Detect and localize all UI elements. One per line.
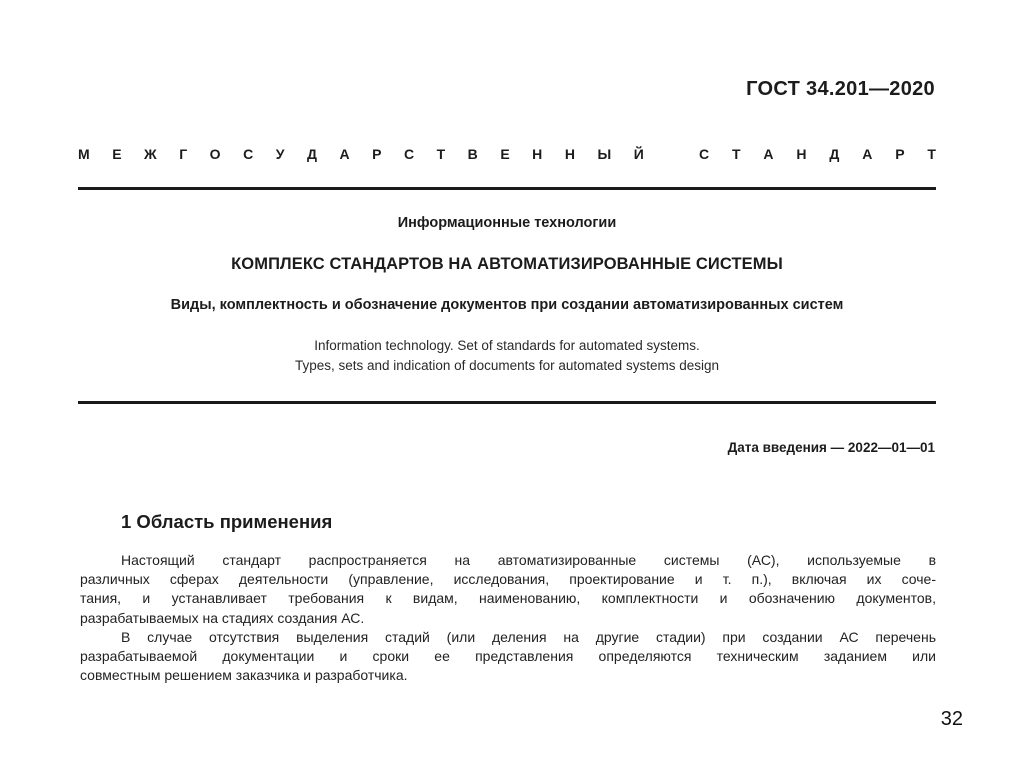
- section-body: [80, 551, 936, 685]
- heading-letter: Н: [564, 146, 575, 162]
- heading-letter: Й: [633, 146, 644, 162]
- body-line: различных сферах деятельности (управление, исследования, проектирование и т. п.), включая их соче-: [80, 571, 936, 588]
- heading-letter: У: [275, 146, 285, 162]
- heading-letter: В: [467, 146, 478, 162]
- heading-letter: Т: [436, 146, 446, 162]
- heading-letter: С: [403, 146, 415, 162]
- heading-letter: Е: [112, 146, 122, 162]
- body-line: В случае отсутствия выделения стадий (или деления на другие стадии) при создании АС перечень: [121, 628, 936, 645]
- heading-letter: Г: [179, 146, 188, 162]
- heading-letter: Р: [372, 146, 382, 162]
- heading-letter: А: [339, 146, 350, 162]
- heading-letter: Е: [500, 146, 510, 162]
- heading-letter: Ы: [597, 146, 612, 162]
- heading-letter: Т: [731, 146, 741, 162]
- body-line: совместным решением заказчика и разработчика.: [80, 667, 408, 684]
- standard-word: [699, 146, 936, 162]
- document-number: ГОСТ 34.201—2020: [746, 78, 935, 100]
- heading-letter: М: [78, 146, 90, 162]
- interstate-word: [78, 146, 644, 162]
- subtitle-document-types: Виды, комплектность и обозначение документов при создании автоматизированных систем: [170, 297, 844, 313]
- heading-letter: А: [763, 146, 774, 162]
- subtitle-information-technology: Информационные технологии: [397, 215, 617, 231]
- section-title: 1 Область применения: [121, 511, 333, 532]
- page-number: 32: [940, 708, 963, 730]
- english-title-line-2: Types, sets and indication of documents for automated systems design: [295, 358, 719, 373]
- english-title-line-1: Information technology. Set of standards for automated systems.: [314, 338, 700, 353]
- top-rule: [78, 187, 936, 190]
- heading-letter: Д: [306, 146, 317, 162]
- bottom-rule: [78, 401, 936, 404]
- heading-letter: Р: [895, 146, 905, 162]
- heading-letter: Н: [796, 146, 807, 162]
- heading-letter: Т: [927, 146, 936, 162]
- main-title: КОМПЛЕКС СТАНДАРТОВ НА АВТОМАТИЗИРОВАННЫЕ СИСТЕМЫ: [231, 255, 783, 273]
- body-line: разрабатываемой документации и сроки ее представления определяются техническим заданием или: [80, 648, 936, 665]
- introduction-date: Дата введения — 2022—01—01: [727, 440, 935, 455]
- heading-letter: Н: [532, 146, 543, 162]
- body-line: Настоящий стандарт распространяется на автоматизированные системы (АС), используемые в: [121, 552, 936, 568]
- body-line: тания, и устанавливает требования к видам, наименованию, комплектности и обозначению документов,: [80, 590, 936, 607]
- heading-letter: О: [209, 146, 221, 162]
- heading-letter: Д: [829, 146, 840, 162]
- body-line: разрабатываемых на стадиях создания АС.: [80, 609, 365, 626]
- heading-letter: С: [699, 146, 710, 162]
- interstate-standard-heading: [78, 146, 936, 162]
- heading-letter: А: [862, 146, 873, 162]
- heading-letter: Ж: [144, 146, 157, 162]
- heading-letter: С: [243, 146, 254, 162]
